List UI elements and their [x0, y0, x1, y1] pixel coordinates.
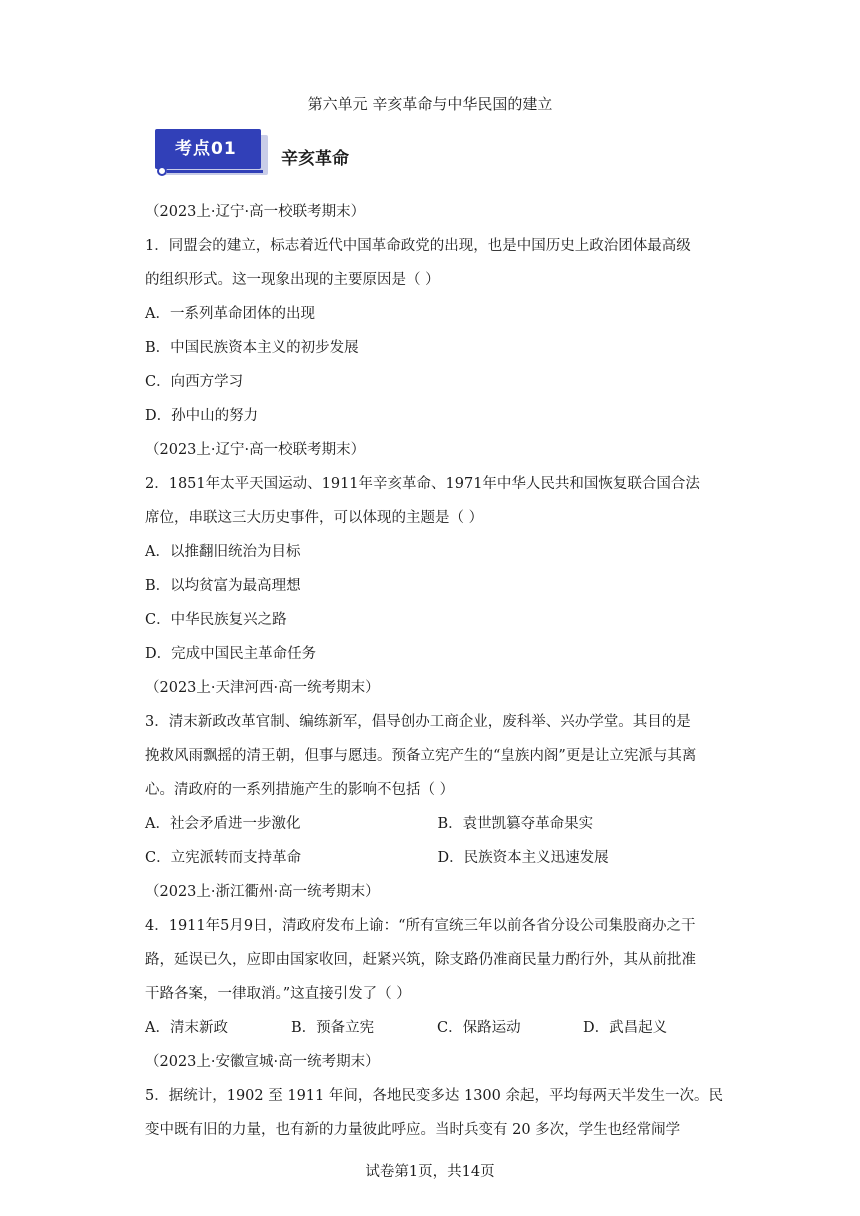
question-stem-line: 心。清政府的一系列措施产生的影响不包括（ ）	[145, 782, 455, 798]
badge-underline	[167, 170, 263, 173]
question-stem-line: 干路各案，一律取消。”这直接引发了（ ）	[145, 986, 411, 1002]
question-stem-line: 5．据统计，1902 至 1911 年间，各地民变多达 1300 余起，平均每两天半发生一次。民	[145, 1088, 723, 1104]
question-stem-line: 挽救风雨飘摇的清王朝，但事与愿违。预备立宪产生的“皇族内阁”更是让立宪派与其离	[145, 748, 697, 764]
section-badge	[155, 129, 273, 183]
question-stem-line: 4．1911年5月9日，清政府发布上谕：“所有宣统三年以前各省分设公司集股商办之干	[145, 918, 696, 934]
question-stem-line: 席位，串联这三大历史事件，可以体现的主题是（ ）	[145, 510, 484, 526]
option-row	[145, 1011, 730, 1045]
question-stem-line: 变中既有旧的力量，也有新的力量彼此呼应。当时兵变有 20 多次，学生也经常闹学	[145, 1122, 681, 1138]
option-c: C．中华民族复兴之路	[145, 612, 287, 628]
option-b: B．预备立宪	[291, 1020, 375, 1036]
option-c: C．保路运动	[437, 1020, 521, 1036]
question-stem-line: 的组织形式。这一现象出现的主要原因是（ ）	[145, 272, 440, 288]
option-b: B．袁世凯篡夺革命果实	[437, 816, 594, 832]
option-c: C．向西方学习	[145, 374, 244, 390]
question-source: （2023上·辽宁·高一校联考期末）	[145, 442, 366, 458]
option-b: B．以均贫富为最高理想	[145, 578, 301, 594]
badge-label: 考点01	[155, 129, 261, 169]
option-b: B．中国民族资本主义的初步发展	[145, 340, 359, 356]
option-a: A．以推翻旧统治为目标	[145, 544, 301, 560]
badge-dot-icon	[157, 166, 167, 176]
question-source: （2023上·辽宁·高一校联考期末）	[145, 204, 366, 220]
question-source: （2023上·浙江衢州·高一统考期末）	[145, 884, 380, 900]
option-a: A．社会矛盾进一步激化	[145, 816, 301, 832]
question-stem-line: 路，延误已久，应即由国家收回，赶紧兴筑，除支路仍准商民量力酌行外，其从前批准	[145, 952, 696, 968]
option-d: D．民族资本主义迅速发展	[437, 850, 609, 866]
question-stem-line: 1．同盟会的建立，标志着近代中国革命政党的出现，也是中国历史上政治团体最高级	[145, 238, 691, 254]
page-footer: 试卷第1页，共14页	[365, 1164, 495, 1180]
option-a: A．一系列革命团体的出现	[145, 306, 315, 322]
option-d: D．孙中山的努力	[145, 408, 259, 424]
question-source: （2023上·天津河西·高一统考期末）	[145, 680, 380, 696]
page-title: 第六单元 辛亥革命与中华民国的建立	[307, 95, 553, 113]
option-d: D．武昌起义	[583, 1020, 668, 1036]
question-list	[145, 195, 730, 1147]
question-stem-line: 2．1851年太平天国运动、1911年辛亥革命、1971年中华人民共和国恢复联合国合法	[145, 476, 700, 492]
option-c: C．立宪派转而支持革命	[145, 850, 302, 866]
question-stem-line: 3．清末新政改革官制、编练新军，倡导创办工商企业，废科举、兴办学堂。其目的是	[145, 714, 691, 730]
option-a: A．清末新政	[145, 1020, 228, 1036]
option-row	[145, 807, 730, 841]
question-source: （2023上·安徽宣城·高一统考期末）	[145, 1054, 380, 1070]
section-title: 辛亥革命	[281, 149, 349, 169]
option-d: D．完成中国民主革命任务	[145, 646, 317, 662]
option-row	[145, 841, 730, 875]
